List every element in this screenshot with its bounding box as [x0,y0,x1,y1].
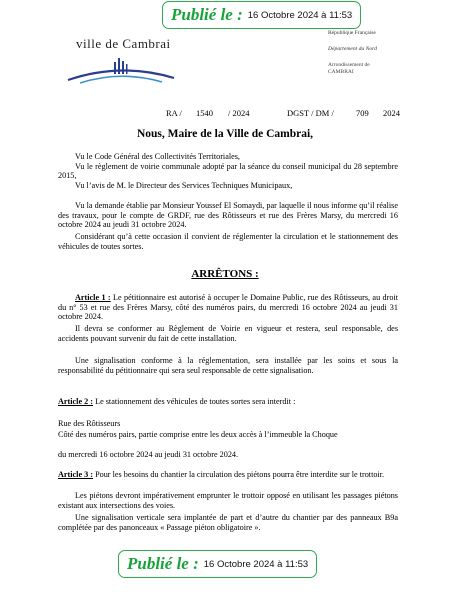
cambrai-logo [66,36,176,86]
ra-year: / 2024 [228,108,250,118]
considerant-paragraph: Considérant qu’à cette occasion il convient de réglementer la circulation et le stationnement des véhicules de toutes sortes. [58,232,398,251]
arrondissement-name: CAMBRAI [328,68,354,75]
vu-item: Vu le Code Général des Collectivités Territoriales, [75,152,240,161]
republic-line: République Française [328,30,376,36]
logo-text: ville de Cambrai [76,36,171,51]
article-2 [58,397,398,407]
arrondissement-line: Arrondissement de [328,61,370,68]
dgst-number: 709 [356,108,369,118]
article-3-label: Article 3 : [58,470,94,479]
article-1 [58,293,398,322]
department-line: Département du Nord [328,45,377,52]
article-1-text: Le pétitionnaire est autorisé à occuper le Domaine Public, rue des Rôtisseurs, au droit du n° 53 et rue des Frères Marsy, côté des numéros pairs, du mercredi 16 octobre 2024 au jeudi 31 octobre 2024. [58,293,398,321]
published-date: 16 Octobre 2024 à 11:53 [203,558,309,570]
ra-label: RA / [166,108,182,118]
ra-number: 1540 [196,108,213,118]
arretons-text: ARRÊTONS : [191,268,259,280]
article-3 [58,470,398,480]
article-2-side: Côté des numéros pairs, partie comprise entre les deux accès à l’immeuble la Choque [58,430,338,439]
dgst-label: DGST / DM / [287,108,334,118]
page-title: Nous, Maire de la Ville de Cambrai, [136,128,314,140]
administrative-header [328,30,377,76]
article-3-paragraph-2: Les piétons devront impérativement emprunter le trottoir opposé en utilisant les passages piétons existant aux intersections des voies. [58,491,398,510]
article-3-paragraph-3: Une signalisation verticale sera implantée de part et d’autre du chantier par des panneaux B9a complétée par des panonceaux « Passage piéton obligatoire ». [58,513,398,532]
published-label: Publié le : [127,554,199,573]
article-1-label: Article 1 : [75,293,111,302]
article-1-paragraph-2: Il devra se conformer au Règlement de Voirie en vigueur et restera, seul responsable, des accidents pouvant survenir du fait de cette installation. [58,324,398,343]
published-label: Publié le : [171,5,243,24]
vu-item: Vu le règlement de voirie communale adopté par la séance du conseil municipal du 28 septembre 2015, [58,161,398,180]
published-stamp-top [162,1,361,29]
demand-paragraph: Vu la demande établie par Monsieur Youssef El Somaydi, par laquelle il nous informe qu’il réalise des travaux, pour le compte de GRDF, rue des Rôtisseurs et rue des Frères Marsy, du mercredi 16 octobre 2024 au jeudi 31 octobre 2024. [58,201,398,229]
article-2-label: Article 2 : [58,397,94,406]
published-stamp-bottom [118,550,317,578]
article-1-paragraph-3: Une signalisation conforme à la réglementation, sera installée par les soins et sous la responsabilité du pétitionnaire qui sera seul responsable de cette signalisation. [58,356,398,375]
cambrai-skyline-icon [66,52,176,86]
published-date: 16 Octobre 2024 à 11:53 [247,9,353,21]
article-2-dates: du mercredi 16 octobre 2024 au jeudi 31 octobre 2024. [58,450,239,459]
vu-item: Vu l’avis de M. le Directeur des Services Techniques Municipaux, [75,180,293,190]
article-2-street: Rue des Rôtisseurs [58,419,121,428]
article-3-text: Pour les besoins du chantier la circulation des piétons pourra être interdite sur le trottoir. [93,470,385,479]
vu-list [58,152,398,190]
arretons-heading [0,268,450,280]
article-2-text: Le stationnement des véhicules de toutes sortes sera interdit : [93,397,296,406]
dgst-year: 2024 [383,108,400,118]
